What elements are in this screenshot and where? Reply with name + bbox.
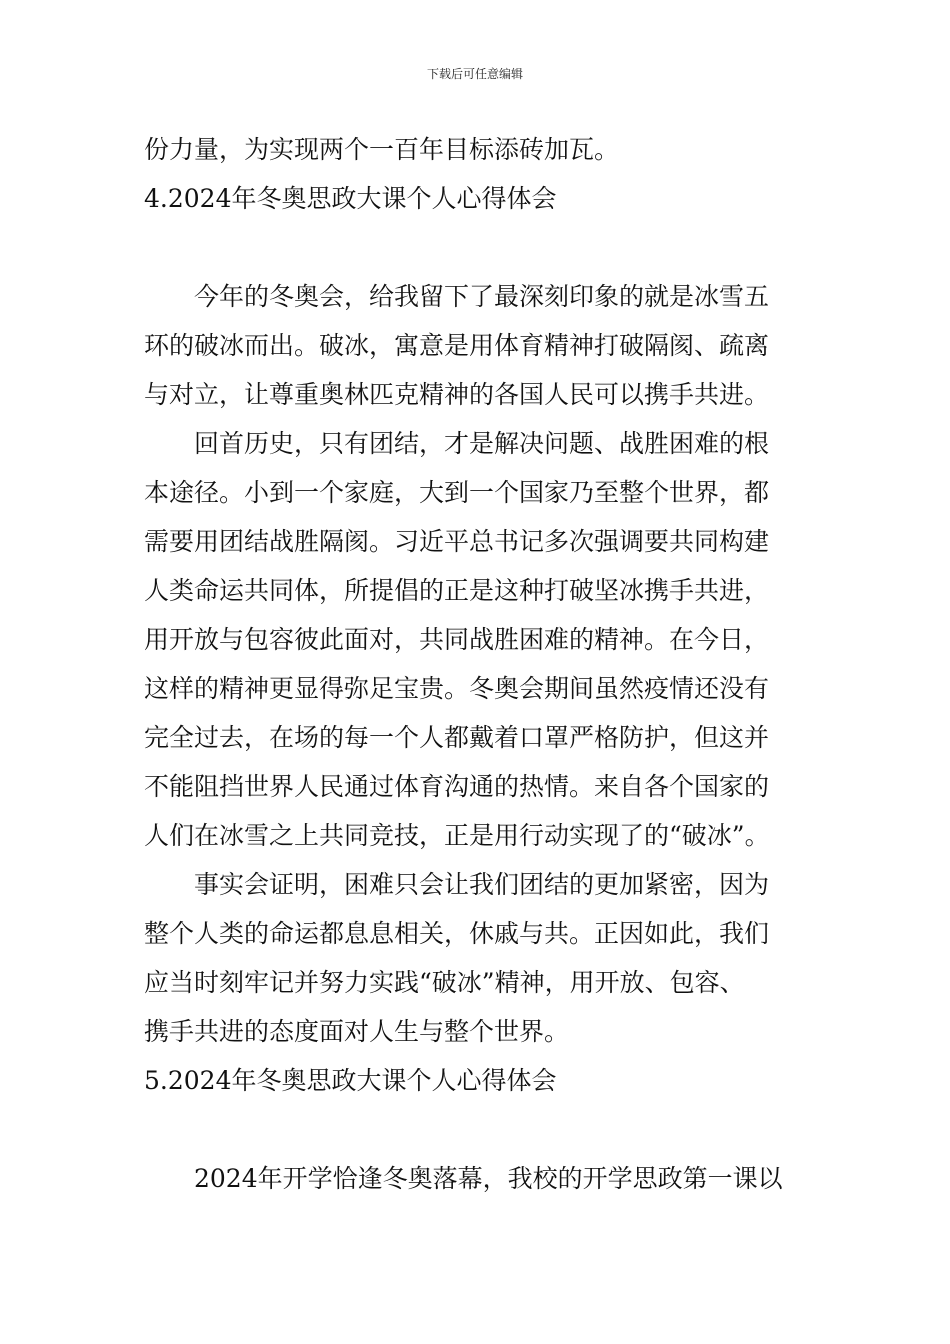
- text-line: 携手共进的态度面对人生与整个世界。: [144, 1017, 570, 1046]
- text-line: 人们在冰雪之上共同竞技，正是用行动实现了的“破冰”。: [144, 821, 770, 850]
- text-line: 完全过去，在场的每一个人都戴着口罩严格防护，但这并: [144, 723, 770, 752]
- text-line: 这样的精神更显得弥足宝贵。冬奥会期间虽然疫情还没有: [144, 674, 770, 703]
- text-line: 环的破冰而出。破冰，寓意是用体育精神打破隔阂、疏离: [144, 331, 770, 360]
- text-line: 今年的冬奥会，给我留下了最深刻印象的就是冰雪五: [144, 282, 770, 311]
- text-line: 2024年开学恰逢冬奥落幕，我校的开学思政第一课以: [144, 1164, 783, 1193]
- blank-line: [144, 1105, 809, 1154]
- text-line: 本途径。小到一个家庭，大到一个国家乃至整个世界，都: [144, 478, 770, 507]
- text-line: 需要用团结战胜隔阂。习近平总书记多次强调要共同构建: [144, 527, 770, 556]
- page-header: 下载后可任意编辑: [426, 67, 523, 81]
- text-line: 回首历史，只有团结，才是解决问题、战胜困难的根: [144, 429, 770, 458]
- text-line: 份力量，为实现两个一百年目标添砖加瓦。: [144, 135, 620, 164]
- section-heading: 5.2024年冬奥思政大课个人心得体会: [144, 1066, 557, 1095]
- blank-line: [144, 223, 809, 272]
- text-line: 不能阻挡世界人民通过体育沟通的热情。来自各个国家的: [144, 772, 770, 801]
- text-line: 用开放与包容彼此面对，共同战胜困难的精神。在今日，: [144, 625, 770, 654]
- text-line: 与对立，让尊重奥林匹克精神的各国人民可以携手共进。: [144, 380, 770, 409]
- text-line: 应当时刻牢记并努力实践“破冰”精神，用开放、包容、: [144, 968, 745, 997]
- section-heading: 4.2024年冬奥思政大课个人心得体会: [144, 184, 557, 213]
- text-line: 事实会证明，困难只会让我们团结的更加紧密，因为: [144, 870, 770, 899]
- document-body: [144, 125, 809, 1203]
- text-line: 人类命运共同体，所提倡的正是这种打破坚冰携手共进，: [144, 576, 770, 605]
- text-line: 整个人类的命运都息息相关，休戚与共。正因如此，我们: [144, 919, 770, 948]
